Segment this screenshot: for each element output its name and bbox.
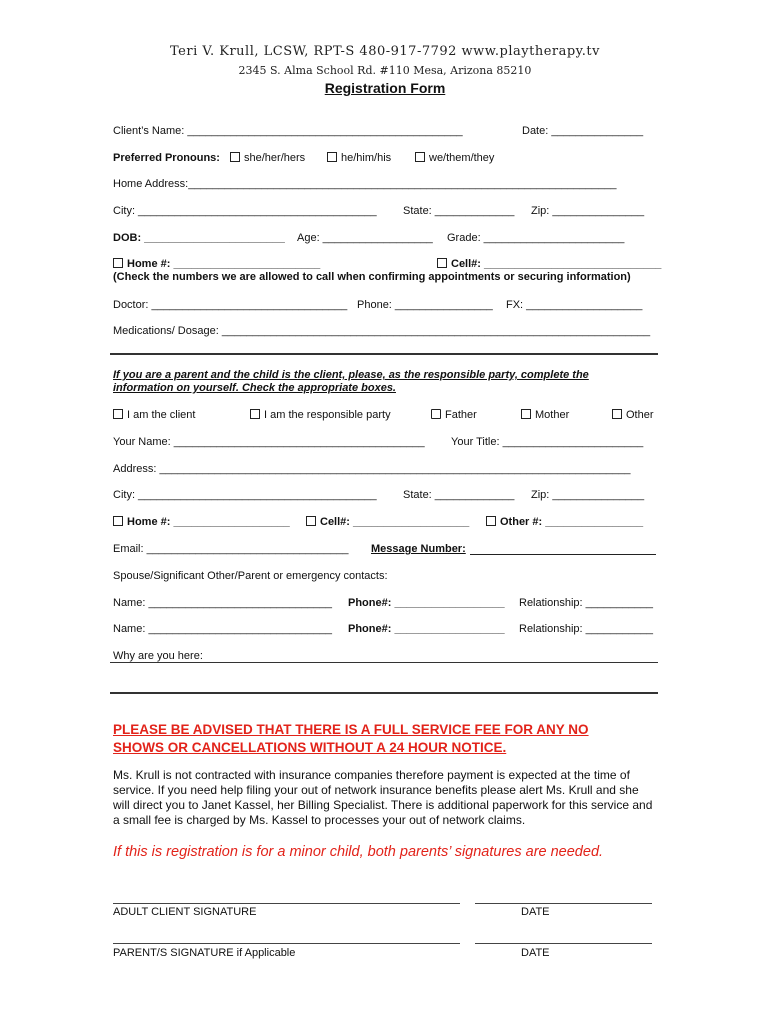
- no-show-notice-line2: SHOWS OR CANCELLATIONS WITHOUT A 24 HOUR NOTICE.: [113, 740, 507, 755]
- cell-phone-field[interactable]: Cell#: _____________________________: [451, 258, 662, 270]
- state-field[interactable]: State: _____________: [403, 205, 515, 217]
- page-title: Registration Form: [324, 80, 446, 96]
- your-name-field[interactable]: Your Name: _________________________________________: [113, 436, 425, 448]
- contact2-phone-field[interactable]: Phone#: __________________: [348, 623, 505, 635]
- doctor-field[interactable]: Doctor: ________________________________: [113, 299, 348, 311]
- pronoun-she-label: she/her/hers: [244, 152, 306, 164]
- home-address-field[interactable]: Home Address:______________________________________________________________________: [113, 178, 617, 190]
- i-am-client-checkbox[interactable]: [113, 409, 195, 421]
- checkbox-icon: [521, 409, 531, 419]
- contact2-name-field[interactable]: Name: ______________________________: [113, 623, 332, 635]
- emergency-contacts-label: Spouse/Significant Other/Parent or emergency contacts:: [113, 570, 388, 582]
- pronoun-he-label: he/him/his: [341, 152, 392, 164]
- doctor-phone-field[interactable]: Phone: ________________: [357, 299, 493, 311]
- your-title-field[interactable]: Your Title: _______________________: [451, 436, 644, 448]
- contact2-relationship-field[interactable]: Relationship: ___________: [519, 623, 653, 635]
- checkbox-icon: [113, 516, 123, 526]
- parent-signature-line[interactable]: [113, 943, 460, 944]
- adult-signature-line[interactable]: [113, 903, 460, 904]
- parent-city-field[interactable]: City: _______________________________________: [113, 489, 377, 501]
- contact1-name-field[interactable]: Name: ______________________________: [113, 597, 332, 609]
- checkbox-icon: [486, 516, 496, 526]
- parent-instruction-line1: If you are a parent and the child is the client, please, as the responsible party, complete the: [113, 369, 589, 381]
- checkbox-icon: [306, 516, 316, 526]
- checkbox-icon: [250, 409, 260, 419]
- why-here-label: Why are you here:: [113, 650, 203, 662]
- email-field[interactable]: Email: _________________________________: [113, 543, 349, 555]
- checkbox-icon: [431, 409, 441, 419]
- minor-signature-note: If this is registration is for a minor child, both parents’ signatures are needed.: [113, 844, 604, 860]
- parent-address-field[interactable]: Address: _____________________________________________________________________________: [113, 463, 631, 475]
- parent-state-field[interactable]: State: _____________: [403, 489, 515, 501]
- grade-field[interactable]: Grade: _______________________: [447, 232, 625, 244]
- responsible-party-checkbox[interactable]: [250, 409, 391, 421]
- zip-field[interactable]: Zip: _______________: [531, 205, 645, 217]
- father-checkbox[interactable]: [431, 409, 477, 421]
- i-am-client-label: I am the client: [127, 409, 196, 421]
- client-name-field[interactable]: Client’s Name: _____________________________________________: [113, 125, 463, 137]
- adult-signature-label: ADULT CLIENT SIGNATURE: [113, 906, 257, 918]
- other-checkbox[interactable]: [612, 409, 654, 421]
- checkbox-icon: [415, 152, 425, 162]
- parent-date-line[interactable]: [475, 943, 652, 944]
- checkbox-icon: [230, 152, 240, 162]
- parent-zip-field[interactable]: Zip: _______________: [531, 489, 645, 501]
- checkbox-icon: [113, 258, 123, 268]
- pronoun-he-checkbox[interactable]: [327, 152, 391, 164]
- insurance-paragraph: Ms. Krull is not contracted with insurance companies therefore payment is expected at the time of service. If you need help filing your out of network insurance benefits please alert Ms. Krull and she will direct you to Janet Kassel, her Billing Specialist. There is additional paperwork for this service and a small fee is charged by Ms. Kassel to processes your out of network claims.: [113, 768, 653, 827]
- parent-signature-label: PARENT/S SIGNATURE if Applicable: [113, 947, 296, 959]
- pronoun-they-checkbox[interactable]: [415, 152, 494, 164]
- parent-date-label: DATE: [521, 947, 550, 959]
- parent-other-phone-field[interactable]: Other #: ________________: [500, 516, 644, 528]
- contact1-relationship-field[interactable]: Relationship: ___________: [519, 597, 653, 609]
- parent-cell-phone-field[interactable]: Cell#: ___________________: [320, 516, 470, 528]
- parent-cell-phone-checkbox[interactable]: [306, 516, 469, 528]
- checkbox-icon: [327, 152, 337, 162]
- client-date-field[interactable]: Date: _______________: [522, 125, 644, 137]
- home-phone-field[interactable]: Home #: ________________________: [127, 258, 321, 270]
- responsible-party-label: I am the responsible party: [264, 409, 391, 421]
- pronoun-she-checkbox[interactable]: [230, 152, 305, 164]
- city-field[interactable]: City: _______________________________________: [113, 205, 377, 217]
- no-show-notice-line1: PLEASE BE ADVISED THAT THERE IS A FULL SERVICE FEE FOR ANY NO: [113, 722, 589, 737]
- dob-field[interactable]: DOB: _______________________: [113, 232, 285, 244]
- adult-date-label: DATE: [521, 906, 550, 918]
- mother-label: Mother: [535, 409, 570, 421]
- medications-field[interactable]: Medications/ Dosage: ______________________________________________________________________: [113, 325, 651, 337]
- call-permission-note: (Check the numbers we are allowed to call when confirming appointments or securing information): [113, 271, 631, 283]
- parent-home-phone-checkbox[interactable]: [113, 516, 290, 528]
- message-number-label: Message Number:: [371, 543, 466, 555]
- doctor-fax-field[interactable]: FX: ___________________: [506, 299, 643, 311]
- parent-other-phone-checkbox[interactable]: [486, 516, 643, 528]
- home-phone-checkbox[interactable]: [113, 258, 320, 270]
- parent-instruction-line2: information on yourself. Check the appropriate boxes.: [113, 382, 396, 394]
- practice-address-line: 2345 S. Alma School Rd. #110 Mesa, Arizona 85210: [238, 64, 532, 77]
- checkbox-icon: [437, 258, 447, 268]
- section-divider: [110, 353, 658, 355]
- adult-date-line[interactable]: [475, 903, 652, 904]
- checkbox-icon: [612, 409, 622, 419]
- why-here-line[interactable]: [110, 662, 658, 663]
- section-divider: [110, 692, 658, 694]
- pronouns-label: Preferred Pronouns:: [113, 152, 220, 164]
- contact1-phone-field[interactable]: Phone#: __________________: [348, 597, 505, 609]
- parent-home-phone-field[interactable]: Home #: ___________________: [127, 516, 290, 528]
- age-field[interactable]: Age: __________________: [297, 232, 433, 244]
- mother-checkbox[interactable]: [521, 409, 569, 421]
- practice-contact-line: Teri V. Krull, LCSW, RPT-S 480-917-7792 www.playtherapy.tv: [170, 44, 600, 59]
- checkbox-icon: [113, 409, 123, 419]
- pronoun-they-label: we/them/they: [429, 152, 495, 164]
- father-label: Father: [445, 409, 477, 421]
- message-number-line[interactable]: [470, 554, 656, 555]
- cell-phone-checkbox[interactable]: [437, 258, 661, 270]
- other-label: Other: [626, 409, 654, 421]
